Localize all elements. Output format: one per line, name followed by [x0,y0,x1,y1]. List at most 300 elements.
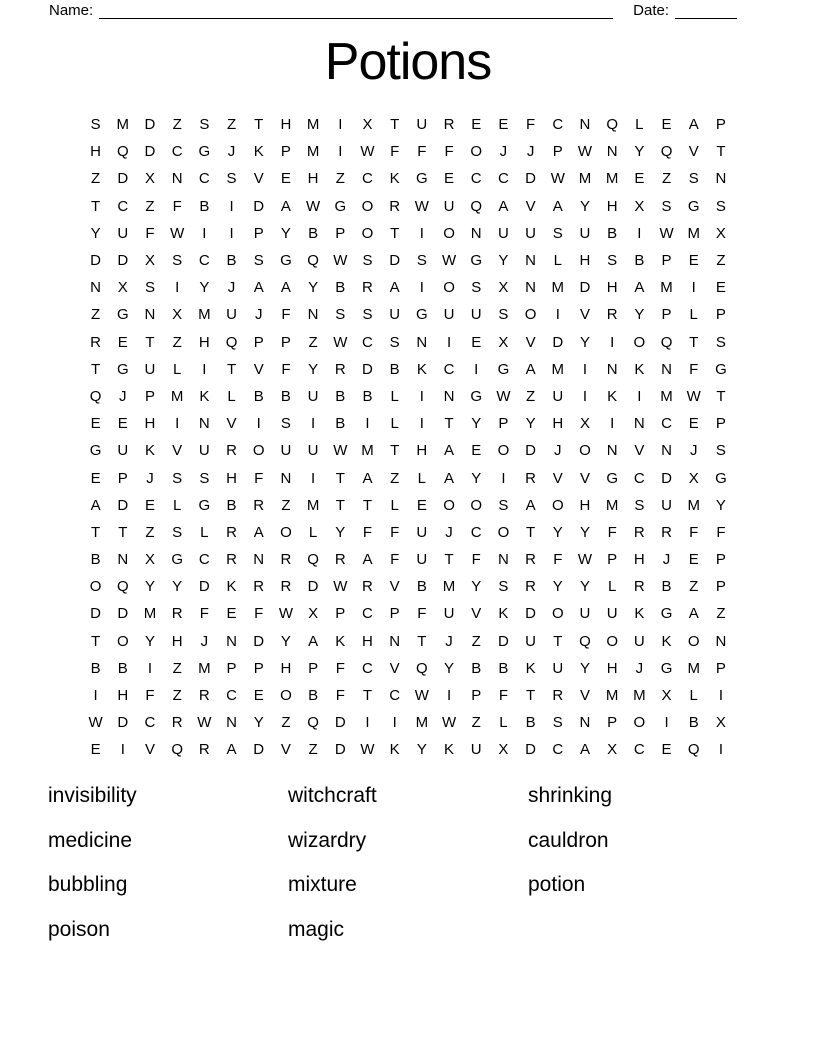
grid-letter: Y [634,143,645,161]
grid-letter: C [198,170,210,188]
grid-letter: C [661,415,672,433]
grid-letter: I [365,415,370,433]
grid-letter: Z [689,578,699,596]
grid-letter: F [145,224,155,242]
grid-letter: T [390,224,400,242]
grid-letter: K [389,170,400,188]
grid-letter: G [198,496,211,514]
word-list-column [48,774,137,952]
grid-letter: H [280,116,292,134]
grid-letter: P [661,252,672,270]
word-item: cauldron [528,828,609,852]
grid-letter: F [335,687,345,705]
grid-letter: M [198,306,211,324]
grid-letter: N [117,551,129,569]
grid-letter: F [526,116,536,134]
grid-letter: S [498,496,509,514]
grid-letter: M [551,279,565,297]
grid-letter: X [144,252,155,270]
grid-letter: V [525,333,536,351]
grid-letter: L [689,687,698,705]
grid-letter: E [144,496,155,514]
grid-letter: B [416,578,427,596]
grid-letter: I [365,714,370,732]
grid-letter: F [689,523,699,541]
grid-letter: U [144,360,156,378]
date-label: Date: [633,2,669,19]
grid-letter: A [444,442,455,460]
grid-letter: W [306,197,321,215]
grid-letter: V [471,605,482,623]
grid-letter: G [470,387,483,405]
grid-letter: Z [172,333,182,351]
grid-letter: Z [91,306,101,324]
grid-letter: I [229,224,234,242]
grid-letter: U [470,741,482,759]
grid-letter: S [688,170,699,188]
grid-letter: D [552,333,564,351]
grid-letter: I [311,415,316,433]
grid-letter: W [659,224,674,242]
grid-letter: P [607,551,618,569]
grid-letter: I [147,659,153,677]
grid-letter: O [89,578,102,596]
grid-letter: R [389,197,401,215]
grid-letter: B [498,659,509,677]
grid-letter: J [554,442,562,460]
grid-letter: Y [199,279,210,297]
grid-letter: P [253,333,264,351]
grid-letter: E [661,116,672,134]
grid-letter: A [525,496,536,514]
grid-letter: B [634,252,645,270]
grid-letter: T [145,333,155,351]
grid-letter: I [419,224,424,242]
grid-letter: L [172,360,182,378]
grid-letter: G [470,252,483,270]
grid-letter: F [199,605,209,623]
grid-letter: M [633,687,646,705]
grid-letter: W [360,143,375,161]
grid-letter: Z [716,252,726,270]
grid-letter: J [445,523,453,541]
grid-letter: D [362,360,373,378]
grid-letter: D [389,252,401,270]
grid-letter: B [661,578,672,596]
grid-letter: R [253,496,265,514]
grid-letter: R [606,306,618,324]
grid-letter: O [633,714,646,732]
grid-letter: C [198,551,210,569]
grid-letter: X [144,551,155,569]
grid-letter: G [89,442,102,460]
grid-letter: H [362,632,373,650]
grid-letter: A [389,279,400,297]
grid-letter: C [226,687,237,705]
grid-letter: G [606,469,618,487]
grid-letter: W [414,687,429,705]
grid-letter: N [579,116,591,134]
grid-letter: T [526,523,536,541]
grid-letter: U [661,496,672,514]
grid-letter: Q [116,578,129,596]
grid-letter: I [256,415,261,433]
grid-letter: O [687,632,700,650]
grid-letter: R [362,279,373,297]
grid-letter: J [689,442,698,460]
grid-letter: R [171,714,183,732]
grid-letter: H [633,551,645,569]
grid-letter: H [606,659,618,677]
grid-letter: B [607,224,618,242]
grid-letter: P [117,469,128,487]
grid-letter: K [335,632,346,650]
grid-letter: W [333,442,348,460]
grid-letter: Y [498,252,509,270]
grid-letter: D [90,605,102,623]
grid-letter: M [306,116,320,134]
grid-letter: Y [308,360,319,378]
grid-letter: Y [308,279,319,297]
grid-letter: G [280,252,292,270]
grid-letter: M [442,578,456,596]
header [49,2,737,20]
grid-letter: V [634,442,645,460]
grid-letter: M [605,170,619,188]
grid-letter: T [226,360,237,378]
grid-letter: J [200,632,209,650]
grid-letter: A [226,741,237,759]
grid-letter: G [116,306,129,324]
word-item: magic [288,918,345,942]
grid-letter: E [498,116,509,134]
grid-letter: Y [335,523,346,541]
grid-letter: P [607,714,618,732]
grid-letter: H [416,442,428,460]
grid-letter: J [227,279,236,297]
word-item: potion [528,873,586,897]
grid-letter: X [498,279,509,297]
grid-letter: F [417,605,427,623]
grid-letter: A [280,197,291,215]
grid-letter: E [471,442,482,460]
grid-letter: I [555,306,560,324]
grid-letter: Q [606,116,618,134]
grid-letter: D [198,578,210,596]
grid-letter: R [525,469,537,487]
grid-letter: B [308,224,319,242]
grid-letter: J [635,659,644,677]
date-blank-line [675,3,737,19]
grid-letter: N [661,360,672,378]
grid-letter: I [338,143,343,161]
grid-letter: F [444,143,454,161]
grid-letter: N [171,170,183,188]
grid-letter: W [441,714,457,732]
grid-letter: U [443,197,455,215]
grid-letter: T [362,687,373,705]
grid-letter: H [606,197,618,215]
grid-letter: C [144,714,156,732]
grid-letter: I [175,415,180,433]
grid-letter: P [280,333,291,351]
grid-letter: N [525,252,537,270]
grid-letter: C [362,333,373,351]
grid-letter: T [716,387,726,405]
grid-letter: B [308,687,319,705]
grid-letter: U [307,387,319,405]
grid-letter: D [144,143,156,161]
grid-letter: C [497,170,509,188]
grid-letter: B [471,659,482,677]
grid-letter: E [715,279,726,297]
grid-letter: W [333,578,348,596]
grid-letter: C [362,659,373,677]
grid-letter: W [360,741,375,759]
grid-letter: C [633,741,645,759]
grid-letter: U [226,306,237,324]
grid-letter: T [390,442,400,460]
grid-letter: U [389,306,401,324]
grid-letter: S [471,279,482,297]
grid-letter: S [199,469,210,487]
grid-letter: M [198,659,211,677]
grid-letter: V [253,360,264,378]
grid-letter: J [526,143,535,161]
grid-letter: D [117,714,129,732]
grid-letter: Y [552,578,563,596]
grid-letter: M [306,496,320,514]
grid-letter: H [579,252,591,270]
grid-letter: R [552,687,564,705]
grid-letter: N [307,306,319,324]
word-item: bubbling [48,873,128,897]
grid-letter: D [334,714,346,732]
grid-letter: S [552,224,563,242]
grid-letter: E [416,496,427,514]
word-item: mixture [288,873,357,897]
word-search-grid [82,111,735,764]
grid-letter: D [253,632,265,650]
grid-letter: Y [634,306,645,324]
grid-letter: I [718,741,723,759]
grid-letter: X [579,415,590,433]
grid-letter: I [637,224,642,242]
grid-letter: Q [307,252,319,270]
grid-letter: F [607,523,617,541]
grid-letter: S [715,197,726,215]
grid-letter: Q [660,333,673,351]
grid-letter: A [362,469,373,487]
grid-letter: R [226,523,237,541]
grid-letter: P [253,224,264,242]
grid-letter: O [361,197,374,215]
grid-letter: I [338,116,343,134]
grid-letter: E [117,415,128,433]
grid-letter: X [688,469,699,487]
grid-letter: Z [226,116,237,134]
grid-letter: Z [145,523,155,541]
grid-letter: G [687,197,700,215]
grid-letter: R [90,333,102,351]
grid-letter: I [446,687,452,705]
grid-letter: U [307,442,319,460]
grid-letter: Z [661,170,672,188]
grid-letter: B [117,659,128,677]
grid-letter: O [633,333,646,351]
word-list [0,774,816,974]
grid-letter: W [88,714,103,732]
grid-letter: U [280,442,292,460]
grid-letter: T [91,523,101,541]
grid-letter: G [416,170,428,188]
grid-letter: M [687,224,700,242]
grid-letter: V [579,687,590,705]
grid-letter: B [335,279,346,297]
grid-letter: E [471,116,482,134]
grid-letter: T [91,360,101,378]
grid-letter: F [471,551,481,569]
grid-letter: K [661,632,672,650]
grid-letter: O [497,523,510,541]
grid-letter: S [715,333,726,351]
grid-letter: Y [552,523,563,541]
grid-letter: S [144,279,155,297]
grid-letter: F [417,143,427,161]
grid-letter: B [90,659,101,677]
grid-letter: U [443,306,455,324]
word-item: medicine [48,828,133,852]
grid-letter: D [117,252,129,270]
grid-letter: U [416,523,428,541]
grid-letter: R [633,578,645,596]
grid-letter: N [443,387,455,405]
grid-letter: R [661,523,672,541]
grid-letter: Y [144,578,155,596]
grid-letter: I [691,279,696,297]
grid-letter: M [605,687,619,705]
grid-letter: F [390,551,400,569]
grid-letter: G [715,469,727,487]
grid-letter: X [634,197,645,215]
grid-letter: P [144,387,155,405]
grid-letter: F [716,523,726,541]
grid-letter: P [389,605,400,623]
word-item: invisibility [48,784,137,808]
grid-letter: Z [308,333,318,351]
grid-letter: S [90,116,101,134]
grid-letter: R [334,551,346,569]
grid-letter: Y [90,224,101,242]
grid-letter: V [525,197,536,215]
grid-letter: M [551,360,565,378]
grid-letter: O [116,632,129,650]
grid-letter: C [362,170,373,188]
grid-letter: L [499,714,508,732]
grid-letter: O [470,143,483,161]
grid-letter: U [443,605,455,623]
grid-letter: W [333,252,348,270]
grid-letter: O [551,496,564,514]
grid-letter: Z [172,687,182,705]
grid-letter: A [498,197,509,215]
grid-letter: U [497,224,509,242]
grid-letter: I [202,360,207,378]
grid-letter: W [278,605,293,623]
grid-letter: H [171,632,183,650]
grid-letter: T [118,523,128,541]
grid-letter: D [117,170,129,188]
grid-letter: H [144,415,156,433]
grid-letter: F [390,143,400,161]
grid-letter: O [470,496,483,514]
grid-letter: T [553,632,563,650]
grid-letter: V [688,143,699,161]
grid-letter: A [688,605,699,623]
grid-letter: L [390,387,399,405]
grid-letter: C [389,687,401,705]
name-label: Name: [49,2,94,19]
grid-letter: K [525,659,536,677]
grid-letter: F [498,687,508,705]
grid-letter: A [253,279,264,297]
grid-letter: M [605,496,619,514]
grid-letter: Q [307,714,319,732]
grid-letter: N [389,632,401,650]
grid-letter: S [362,252,373,270]
grid-letter: N [144,306,156,324]
grid-letter: Q [660,143,673,161]
grid-letter: D [579,279,591,297]
grid-letter: Z [471,632,481,650]
grid-letter: C [470,170,482,188]
grid-letter: D [90,252,102,270]
grid-letter: N [579,714,591,732]
grid-letter: S [607,252,618,270]
grid-letter: E [253,687,264,705]
grid-letter: S [172,252,183,270]
grid-letter: N [606,360,618,378]
grid-letter: S [335,306,346,324]
grid-letter: I [202,224,207,242]
grid-letter: O [280,523,292,541]
grid-letter: K [634,605,645,623]
grid-letter: U [117,442,129,460]
grid-letter: I [446,333,452,351]
grid-letter: O [551,605,564,623]
grid-letter: B [335,415,346,433]
grid-letter: X [117,279,128,297]
grid-letter: K [416,360,427,378]
grid-letter: D [525,741,537,759]
grid-letter: P [471,687,482,705]
grid-letter: G [497,360,510,378]
grid-letter: N [715,632,727,650]
grid-letter: T [689,333,699,351]
grid-letter: I [419,387,424,405]
grid-letter: M [143,605,157,623]
grid-letter: O [361,224,374,242]
grid-letter: E [471,333,482,351]
grid-letter: E [634,170,645,188]
grid-letter: P [715,306,726,324]
grid-letter: W [414,197,429,215]
grid-letter: Z [172,116,182,134]
grid-letter: E [688,415,699,433]
grid-letter: S [715,442,726,460]
grid-letter: B [525,714,536,732]
grid-letter: I [120,741,125,759]
